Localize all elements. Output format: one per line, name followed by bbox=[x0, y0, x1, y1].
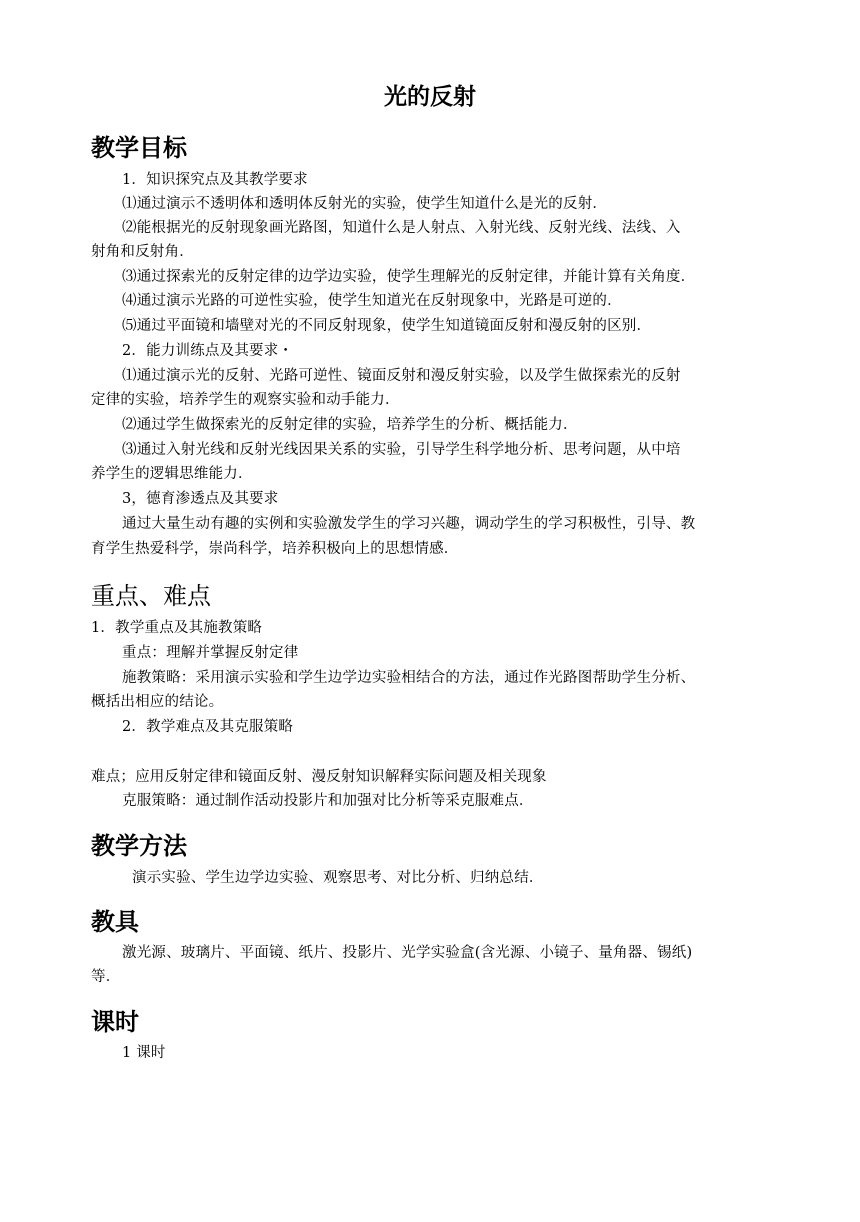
objectives-line: 养学生的逻辑思维能力． bbox=[91, 466, 253, 482]
key-points-line: 克服策略：通过制作活动投影片和加强对比分析等采克服难点． bbox=[122, 793, 534, 809]
objectives-line: 育学生热爱科学，崇尚科学，培养积极向上的思想情感． bbox=[91, 541, 459, 557]
objectives-line: 2．能力训练点及其要求・ bbox=[122, 343, 294, 359]
objectives-line: ⑵能根据光的反射现象画光路图，知道什么是人射点、入射光线、反射光线、法线、入 bbox=[122, 220, 681, 236]
equipment-line: 激光源、玻璃片、平面镜、纸片、投影片、光学实验盒(含光源、小镜子、量角器、锡纸) bbox=[122, 945, 693, 961]
heading-equipment: 教具 bbox=[91, 908, 139, 936]
key-points-line: 难点；应用反射定律和镜面反射、漫反射知识解释实际问题及相关现象 bbox=[91, 769, 547, 785]
key-points-line: 概括出相应的结论。 bbox=[91, 694, 224, 710]
heading-objectives: 教学目标 bbox=[91, 134, 187, 162]
objectives-line: ⑷通过演示光路的可逆性实验，使学生知道光在反射现象中，光路是可逆的． bbox=[122, 293, 622, 309]
key-points-line: 施教策略：采用演示实验和学生边学边实验相结合的方法，通过作光路图帮助学生分析、 bbox=[122, 670, 696, 686]
heading-key-points: 重点、难点 bbox=[91, 582, 211, 610]
heading-hours: 课时 bbox=[91, 1008, 139, 1036]
key-points-line: 1．教学重点及其施教策略 bbox=[91, 620, 263, 636]
document-title: 光的反射 bbox=[384, 84, 476, 110]
objectives-line: 定律的实验，培养学生的观察实验和动手能力． bbox=[91, 392, 400, 408]
objectives-line: ⑸通过平面镜和墙壁对光的不同反射现象，使学生知道镜面反射和漫反射的区别． bbox=[122, 318, 652, 334]
heading-methods: 教学方法 bbox=[91, 832, 187, 860]
objectives-line: ⑵通过学生做探索光的反射定律的实验，培养学生的分析、概括能力． bbox=[122, 417, 578, 433]
objectives-line: 1．知识探究点及其教学要求 bbox=[122, 172, 308, 188]
key-points-line: 2．教学难点及其克服策略 bbox=[122, 719, 294, 735]
objectives-line: 3，德育渗透点及其要求 bbox=[122, 491, 279, 507]
hours-line: 1 课时 bbox=[122, 1045, 166, 1061]
objectives-line: ⑴通过演示光的反射、光路可逆性、镜面反射和漫反射实验，以及学生做探索光的反射 bbox=[122, 368, 681, 384]
methods-line: 演示实验、学生边学边实验、观察思考、对比分析、归纳总结． bbox=[132, 870, 544, 886]
equipment-line: 等． bbox=[91, 969, 121, 985]
objectives-line: ⑶通过探索光的反射定律的边学边实验，使学生理解光的反射定律，并能计算有关角度． bbox=[122, 269, 696, 285]
objectives-line: 通过大量生动有趣的实例和实验激发学生的学习兴趣，调动学生的学习积极性，引导、教 bbox=[122, 516, 696, 532]
key-points-line: 重点：理解并掌握反射定律 bbox=[122, 645, 299, 661]
objectives-line: ⑶通过入射光线和反射光线因果关系的实验，引导学生科学地分析、思考问题，从中培 bbox=[122, 442, 681, 458]
objectives-line: 射角和反射角． bbox=[91, 244, 194, 260]
objectives-line: ⑴通过演示不透明体和透明体反射光的实验，使学生知道什么是光的反射． bbox=[122, 196, 608, 212]
